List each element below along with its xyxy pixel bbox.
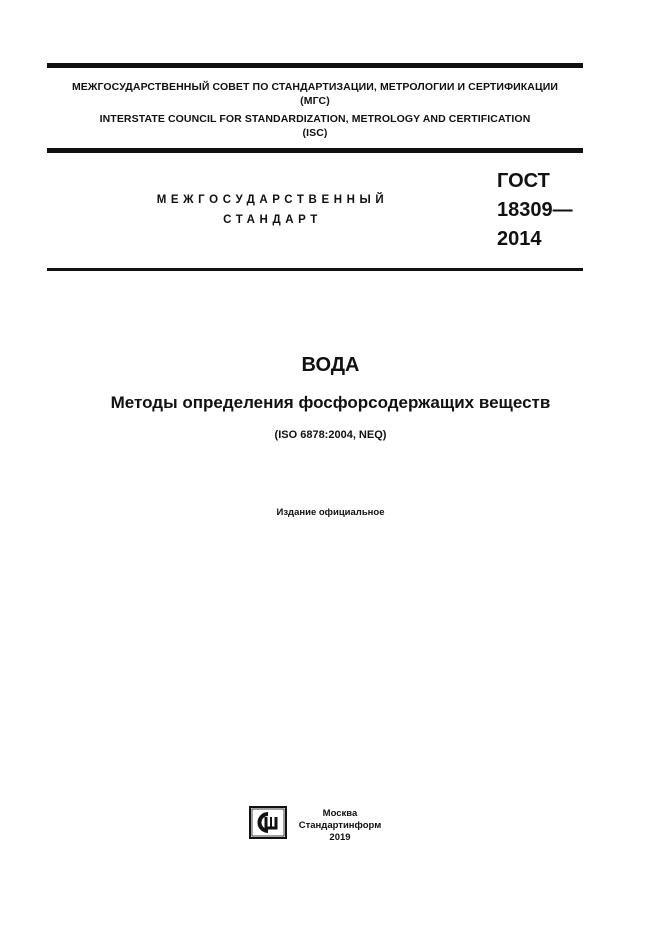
- council-ru-name: МЕЖГОСУДАРСТВЕННЫЙ СОВЕТ ПО СТАНДАРТИЗАЦИИ, МЕТРОЛОГИИ И СЕРТИФИКАЦИИ: [71, 81, 559, 93]
- standartinform-logo-icon: [249, 806, 287, 839]
- gost-prefix: ГОСТ: [497, 170, 550, 192]
- standard-label-line1: МЕЖГОСУДАРСТВЕННЫЙ: [156, 194, 389, 206]
- document-subtitle: Методы определения фосфорсодержащих веществ: [110, 393, 551, 412]
- edition-note: Издание официальное: [276, 507, 385, 518]
- standard-label-line2: СТАНДАРТ: [223, 214, 322, 226]
- gost-year: 2014: [497, 228, 542, 250]
- publisher-name: Стандартинформ: [298, 820, 382, 831]
- publisher-city: Москва: [322, 808, 358, 819]
- gost-number: 18309—: [497, 199, 573, 221]
- top-rule: [47, 63, 583, 68]
- council-en-abbr: (ISC): [302, 127, 328, 139]
- header-divider-rule: [47, 148, 583, 153]
- publisher-year: 2019: [329, 832, 351, 843]
- council-ru-abbr: (МГС): [300, 95, 330, 107]
- document-title: ВОДА: [301, 354, 360, 376]
- standard-divider-rule: [47, 268, 583, 271]
- gost-designation: [497, 167, 573, 254]
- document-reference: (ISO 6878:2004, NEQ): [274, 429, 387, 441]
- council-en-name: INTERSTATE COUNCIL FOR STANDARDIZATION, METROLOGY AND CERTIFICATION: [99, 113, 531, 125]
